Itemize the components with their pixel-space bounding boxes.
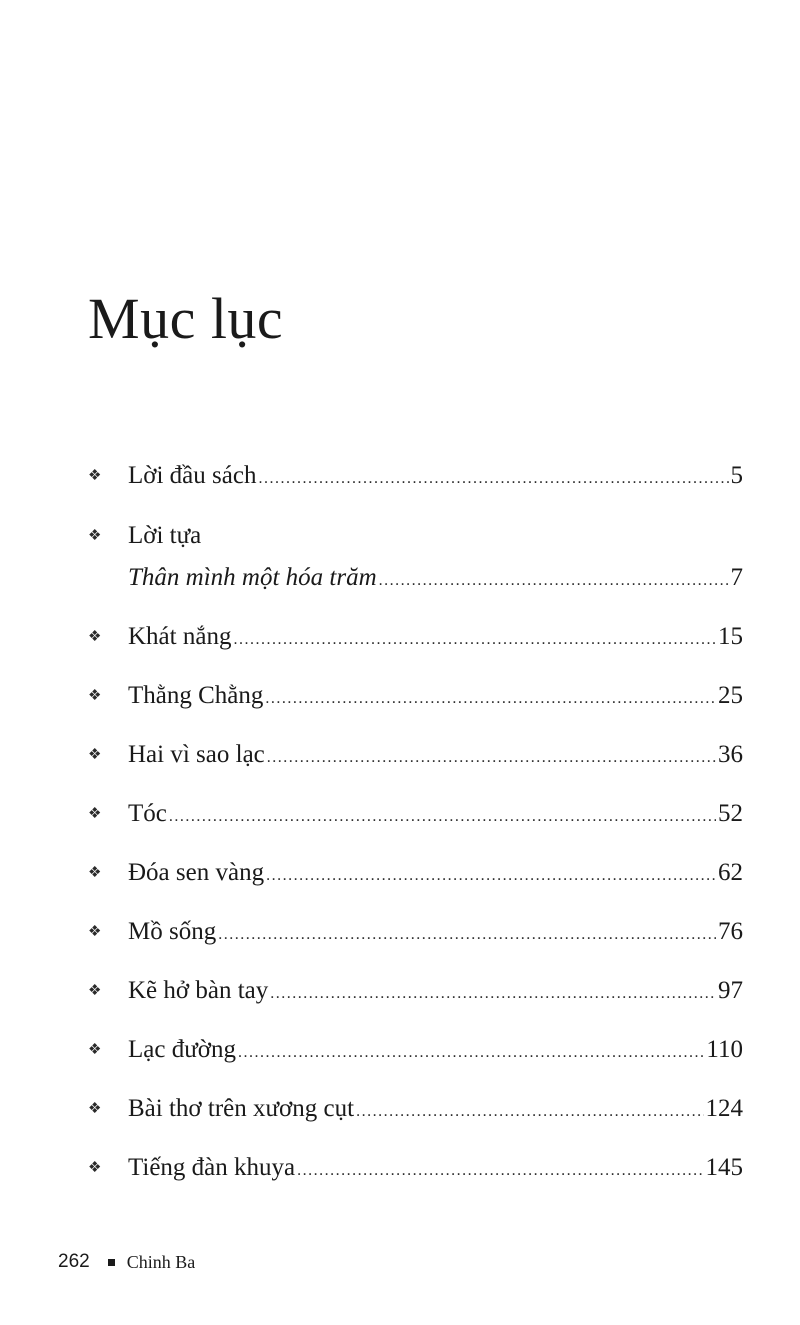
- toc-entry: [0, 563, 800, 597]
- dot-leader: [233, 625, 716, 655]
- toc-entry-title: Khát nắng: [128, 623, 232, 650]
- toc-entry-title: Bài thơ trên xương cụt: [128, 1095, 355, 1122]
- diamond-bullet-icon: ❖: [88, 1101, 102, 1117]
- toc-entry-title: Tóc: [128, 800, 167, 827]
- page-footer: [58, 1250, 195, 1274]
- footer-author: Chinh Ba: [126, 1252, 196, 1272]
- square-separator-icon: [108, 1259, 115, 1266]
- diamond-bullet-icon: ❖: [88, 747, 102, 763]
- diamond-bullet-icon: ❖: [88, 468, 102, 484]
- dot-leader: [297, 1156, 703, 1186]
- toc-entry-page: 36: [718, 741, 743, 768]
- toc-entry: [0, 976, 800, 1010]
- diamond-bullet-icon: ❖: [88, 1160, 102, 1176]
- toc-entry: [0, 858, 800, 892]
- page-title: Mục lục: [88, 286, 284, 351]
- toc-entry-page: 97: [718, 977, 743, 1004]
- toc-entry-page: 145: [705, 1154, 743, 1181]
- toc-entry: [0, 461, 800, 495]
- toc-entry-page: 25: [718, 682, 743, 709]
- dot-leader: [265, 684, 716, 714]
- dot-leader: [238, 1038, 704, 1068]
- diamond-bullet-icon: ❖: [88, 528, 102, 544]
- diamond-bullet-icon: ❖: [88, 1042, 102, 1058]
- toc-entry-title: Thằng Chằng: [128, 682, 264, 709]
- toc-entry-page: 62: [718, 859, 743, 886]
- toc-entry: [0, 1035, 800, 1069]
- dot-leader: [356, 1097, 703, 1127]
- diamond-bullet-icon: ❖: [88, 865, 102, 881]
- toc-entry-page: 52: [718, 800, 743, 827]
- diamond-bullet-icon: ❖: [88, 688, 102, 704]
- toc-entry-title: Lời đầu sách: [128, 462, 257, 489]
- diamond-bullet-icon: ❖: [88, 629, 102, 645]
- dot-leader: [270, 979, 716, 1009]
- dot-leader: [266, 861, 716, 891]
- toc-entry-page: 110: [706, 1036, 743, 1063]
- dot-leader: [169, 802, 716, 832]
- toc-entry-title: Tiếng đàn khuya: [128, 1154, 296, 1181]
- toc-entry: [0, 1153, 800, 1187]
- toc-entry-title: Mồ sống: [128, 918, 217, 945]
- toc-entry-title: Lời tựa: [128, 522, 202, 549]
- toc-entry-page: 124: [705, 1095, 743, 1122]
- dot-leader: [267, 743, 716, 773]
- toc-entry-page: 5: [730, 462, 743, 489]
- diamond-bullet-icon: ❖: [88, 806, 102, 822]
- dot-leader: [379, 566, 729, 596]
- toc-entry-title: Hai vì sao lạc: [128, 741, 265, 768]
- footer-page-number: 262: [58, 1251, 90, 1272]
- dot-leader: [258, 464, 728, 494]
- dot-leader: [218, 920, 716, 950]
- toc-entry: [0, 917, 800, 951]
- toc-entry-page: 15: [718, 623, 743, 650]
- toc-entry: [0, 1094, 800, 1128]
- toc-entry-title: Lạc đường: [128, 1036, 236, 1063]
- toc-entry: [0, 799, 800, 833]
- diamond-bullet-icon: ❖: [88, 983, 102, 999]
- toc-entry-title: Thân mình một hóa trăm: [128, 564, 377, 591]
- toc-entry: [0, 740, 800, 774]
- toc-entry-page: 76: [718, 918, 743, 945]
- toc-entry: [0, 681, 800, 715]
- toc-entry-page: 7: [730, 564, 743, 591]
- toc-entry: [0, 521, 800, 555]
- diamond-bullet-icon: ❖: [88, 924, 102, 940]
- toc-entry-title: Đóa sen vàng: [128, 859, 265, 886]
- toc-entry: [0, 622, 800, 656]
- toc-entry-title: Kẽ hở bàn tay: [128, 977, 269, 1004]
